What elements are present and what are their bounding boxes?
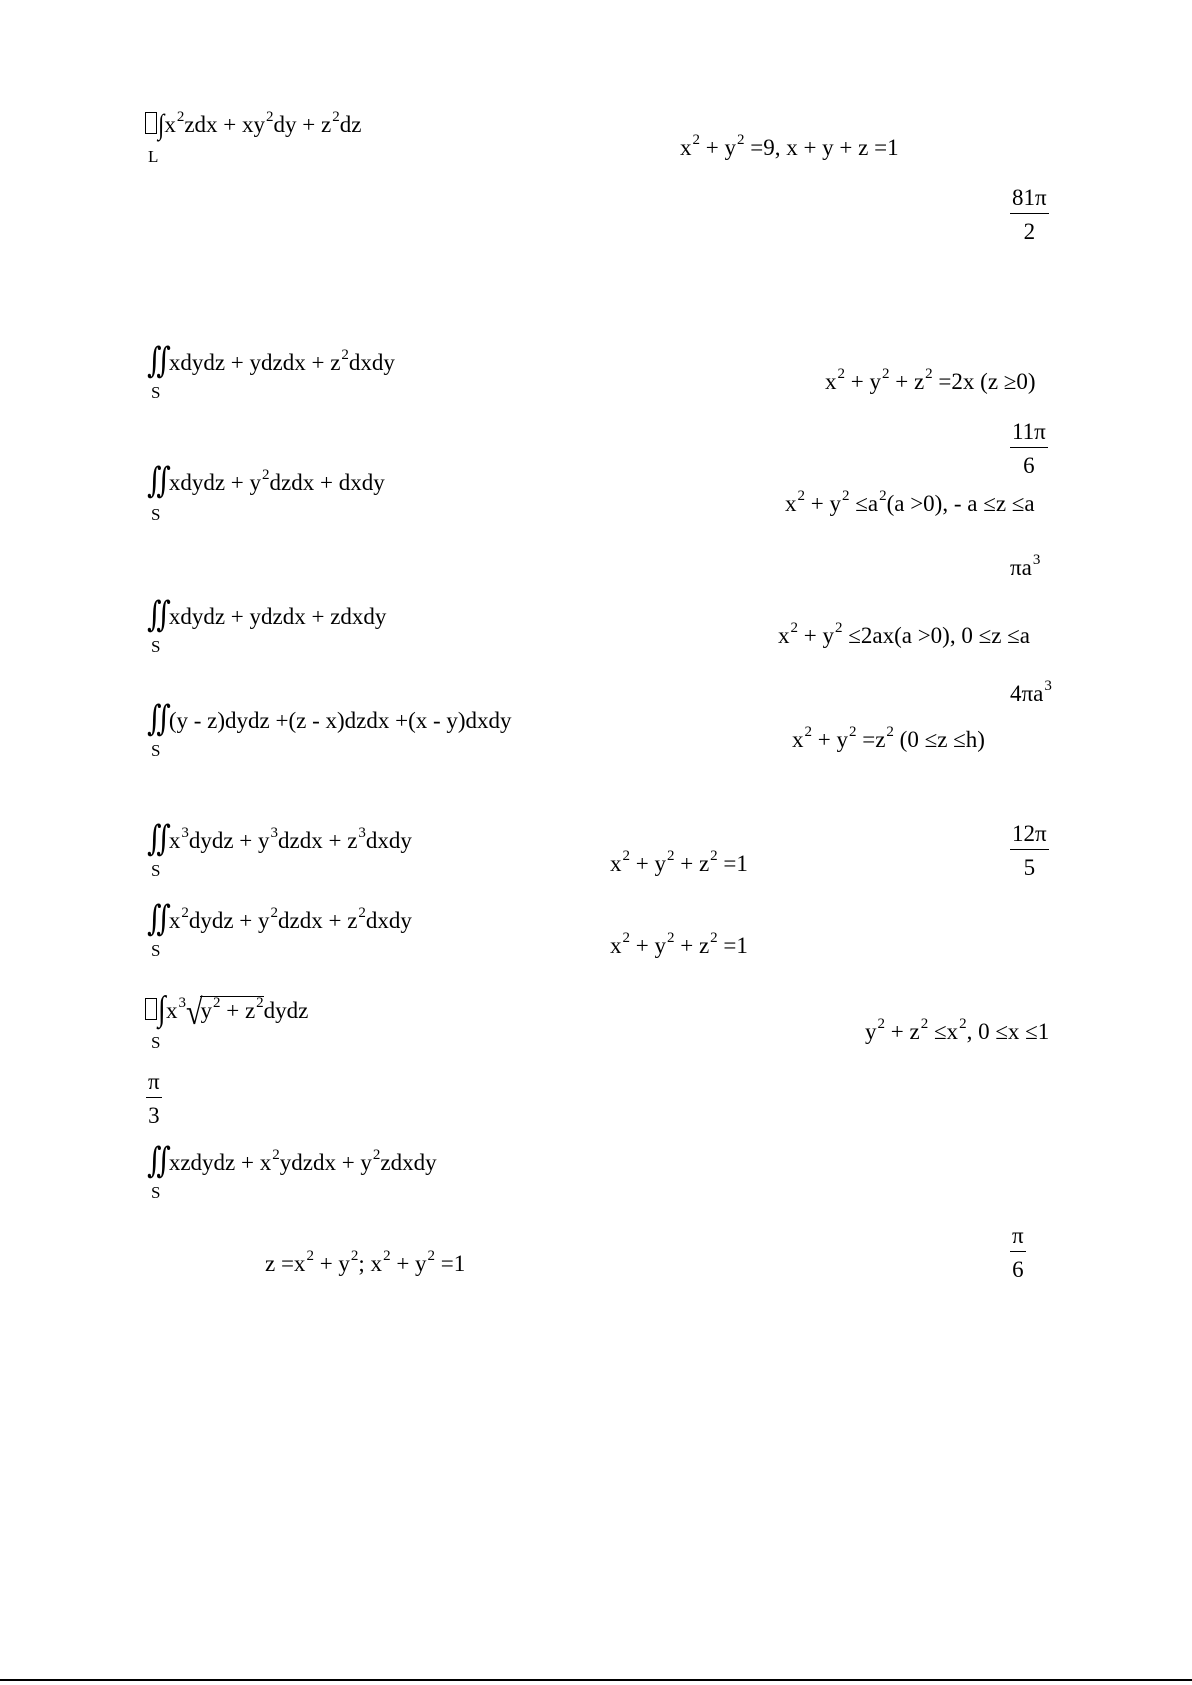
missing-glyph-box xyxy=(145,112,157,134)
math-text: x xyxy=(785,491,797,516)
math-text: 2 xyxy=(266,109,274,125)
problem-3-answer xyxy=(1010,552,1041,580)
math-text: ydzdx + y xyxy=(279,1150,372,1175)
math-text: (a >0) xyxy=(886,491,943,516)
missing-glyph-box xyxy=(145,998,157,1020)
math-text: 2 xyxy=(886,724,894,740)
problem-7-integrand xyxy=(147,900,412,939)
math-text: + y xyxy=(812,727,848,752)
math-text: x xyxy=(610,933,622,958)
math-text: + y xyxy=(313,1251,350,1276)
math-text: 2 xyxy=(270,905,279,921)
problem-3-limit: S xyxy=(151,505,161,524)
math-text: 3 xyxy=(148,1103,160,1128)
problem-4-integrand xyxy=(147,596,387,635)
math-text: 2 xyxy=(881,366,890,382)
problem-7-limit: S xyxy=(151,941,161,960)
problem-4-answer xyxy=(1010,678,1052,706)
math-text: 2 xyxy=(332,109,340,125)
problem-5-condition xyxy=(792,724,985,752)
math-text: (0 ≤z ≤h) xyxy=(899,727,985,752)
math-text: 81π xyxy=(1010,186,1049,214)
math-text: ∬ xyxy=(147,462,161,501)
math-text: 2 xyxy=(841,488,850,504)
math-text: 2 xyxy=(383,1248,391,1264)
math-text: ∬ xyxy=(147,596,161,635)
math-text: zdxdy xyxy=(380,1150,437,1175)
math-text: 2 xyxy=(790,620,798,636)
math-text: 2 xyxy=(666,848,675,864)
math-text: dydz xyxy=(263,998,309,1023)
math-text: + z xyxy=(220,998,256,1023)
math-text: ∬ xyxy=(147,820,161,859)
math-text: 2 xyxy=(834,620,843,636)
math-text: 2 xyxy=(358,905,366,921)
problem-3-condition xyxy=(785,488,1035,516)
problem-4-condition xyxy=(778,620,1030,648)
math-text: dzdx + z xyxy=(278,908,358,933)
math-text: =9, x + y + z =1 xyxy=(744,135,899,160)
math-text: dydz + y xyxy=(188,908,270,933)
math-text: ≤x xyxy=(928,1019,959,1044)
math-text: zdx + xy xyxy=(184,112,265,137)
math-text: 2 xyxy=(710,848,718,864)
problem-1-integrand xyxy=(145,108,362,141)
problem-2-condition xyxy=(825,366,1036,394)
math-text: 2 xyxy=(848,724,857,740)
math-text: 2 xyxy=(920,1016,929,1032)
math-text: + z xyxy=(674,851,710,876)
problem-2-integrand xyxy=(147,342,395,381)
math-text: 3 xyxy=(1044,678,1052,694)
math-text: ∬ xyxy=(147,1142,161,1181)
math-text: , 0 ≤x ≤1 xyxy=(966,1019,1050,1044)
math-text: x xyxy=(680,135,692,160)
math-text: dz xyxy=(339,112,362,137)
math-text: 3 xyxy=(358,825,366,841)
math-text: 2 xyxy=(692,132,700,148)
math-text: 2 xyxy=(837,366,845,382)
math-text: + y xyxy=(845,369,881,394)
math-text: x xyxy=(168,828,181,853)
math-text: 2 xyxy=(176,109,185,125)
math-text: 3 xyxy=(1032,552,1041,568)
math-text: 2 xyxy=(959,1016,967,1032)
math-text: x xyxy=(164,112,176,137)
math-text: + y xyxy=(805,491,841,516)
math-text: x xyxy=(792,727,804,752)
math-text: ∬ xyxy=(147,700,161,739)
problem-6-answer xyxy=(1010,822,1049,879)
math-text: 12π xyxy=(1010,822,1049,850)
math-text: x xyxy=(168,908,181,933)
math-text: ; x xyxy=(358,1251,383,1276)
math-text: (y - z)dydz +(z - x)dzdx +(x - y)dxdy xyxy=(168,708,512,733)
problem-9-limit: S xyxy=(151,1183,161,1202)
math-text: dxdy xyxy=(365,828,412,853)
math-text: 2 xyxy=(925,366,933,382)
math-text: 2 xyxy=(262,467,270,483)
math-text: 2 xyxy=(710,930,718,946)
square-root xyxy=(186,992,264,1033)
math-text: (z ≥0) xyxy=(980,369,1036,394)
math-text: πa xyxy=(1010,555,1032,580)
math-text: π xyxy=(146,1070,162,1098)
math-text: , 0 ≤z ≤a xyxy=(949,623,1030,648)
math-text: dxdy xyxy=(365,908,412,933)
math-text: 6 xyxy=(1023,453,1035,478)
math-text: =2x xyxy=(932,369,975,394)
problem-8-answer xyxy=(146,1070,162,1127)
math-text: + y xyxy=(700,135,736,160)
math-text: 2 xyxy=(879,488,887,504)
math-text: x xyxy=(610,851,622,876)
problem-6-condition xyxy=(610,848,748,876)
math-text: 2 xyxy=(341,347,349,363)
problem-7-condition xyxy=(610,930,748,958)
math-text: 3 xyxy=(270,825,279,841)
math-text: ≤2ax xyxy=(842,623,895,648)
math-text: =1 xyxy=(717,851,748,876)
math-text: + y xyxy=(798,623,834,648)
math-text: + y xyxy=(390,1251,427,1276)
math-text: 3 xyxy=(181,825,189,841)
page-bottom-rule xyxy=(0,1679,1192,1681)
math-text: x xyxy=(825,369,837,394)
math-text: z =x xyxy=(265,1251,306,1276)
math-text: 2 xyxy=(306,1248,314,1264)
math-text: 2 xyxy=(804,724,812,740)
problem-1-condition xyxy=(680,132,899,160)
math-text: 6 xyxy=(1012,1257,1024,1282)
math-text: 4πa xyxy=(1010,681,1044,706)
problem-6-integrand xyxy=(147,820,412,859)
math-text: + y xyxy=(630,851,666,876)
math-text: y xyxy=(865,1019,877,1044)
problem-2-answer xyxy=(1010,420,1048,477)
math-text: ≤a xyxy=(849,491,879,516)
math-text: 3 xyxy=(178,995,186,1011)
problem-5-limit: S xyxy=(151,741,161,760)
problem-8-condition xyxy=(865,1016,1050,1044)
problem-4-limit: S xyxy=(151,637,161,656)
math-text: 11π xyxy=(1010,420,1048,448)
math-text: =1 xyxy=(717,933,748,958)
math-text: 2 xyxy=(736,132,745,148)
math-text: 2 xyxy=(427,1248,436,1264)
problem-2-limit: S xyxy=(151,383,161,402)
math-text: 2 xyxy=(272,1147,280,1163)
math-text: 2 xyxy=(797,488,805,504)
math-text: 2 xyxy=(1023,219,1036,244)
math-text: , - a ≤z ≤a xyxy=(942,491,1035,516)
math-text: y xyxy=(200,998,212,1023)
math-text: 2 xyxy=(666,930,675,946)
math-text: 2 xyxy=(256,995,264,1011)
math-text: ∬ xyxy=(147,900,161,939)
math-text: + y xyxy=(630,933,666,958)
math-text: dy + z xyxy=(273,112,332,137)
problem-9-integrand xyxy=(147,1142,437,1181)
math-text: =z xyxy=(856,727,886,752)
problem-1-answer xyxy=(1010,186,1049,243)
math-text: dzdx + z xyxy=(278,828,358,853)
math-text: xzdydz + x xyxy=(168,1150,272,1175)
math-text: ∬ xyxy=(147,342,161,381)
math-text: + z xyxy=(889,369,925,394)
math-text: 2 xyxy=(622,930,630,946)
problem-9-condition xyxy=(265,1248,466,1276)
math-text: (a >0) xyxy=(894,623,950,648)
math-text: xdydz + ydzdx + zdxdy xyxy=(168,604,387,629)
problem-6-limit: S xyxy=(151,861,161,880)
math-text: x xyxy=(166,998,178,1023)
math-text: =1 xyxy=(435,1251,466,1276)
math-text: 2 xyxy=(181,905,189,921)
math-text: 2 xyxy=(622,848,630,864)
problem-8-limit: S xyxy=(151,1033,161,1052)
math-text: 2 xyxy=(212,995,221,1011)
problem-9-answer xyxy=(1010,1224,1026,1281)
math-text: dydz + y xyxy=(188,828,270,853)
problem-8-integrand xyxy=(145,992,309,1033)
math-text: 2 xyxy=(372,1147,381,1163)
math-text: 2 xyxy=(350,1248,359,1264)
math-text: 5 xyxy=(1023,855,1036,880)
math-text: dxdy xyxy=(348,350,395,375)
math-text: dzdx + dxdy xyxy=(269,470,385,495)
math-text: + z xyxy=(674,933,710,958)
problem-3-integrand xyxy=(147,462,385,501)
math-text: xdydz + y xyxy=(168,470,262,495)
problem-1-limit: L xyxy=(148,147,159,166)
math-text: xdydz + ydzdx + z xyxy=(168,350,341,375)
problem-5-integrand xyxy=(147,700,512,739)
math-text: ∫ xyxy=(158,108,165,141)
math-text: x xyxy=(778,623,790,648)
math-text: 2 xyxy=(877,1016,885,1032)
math-text: + z xyxy=(885,1019,920,1044)
math-text: √ xyxy=(186,992,203,1033)
math-text: π xyxy=(1010,1224,1026,1252)
